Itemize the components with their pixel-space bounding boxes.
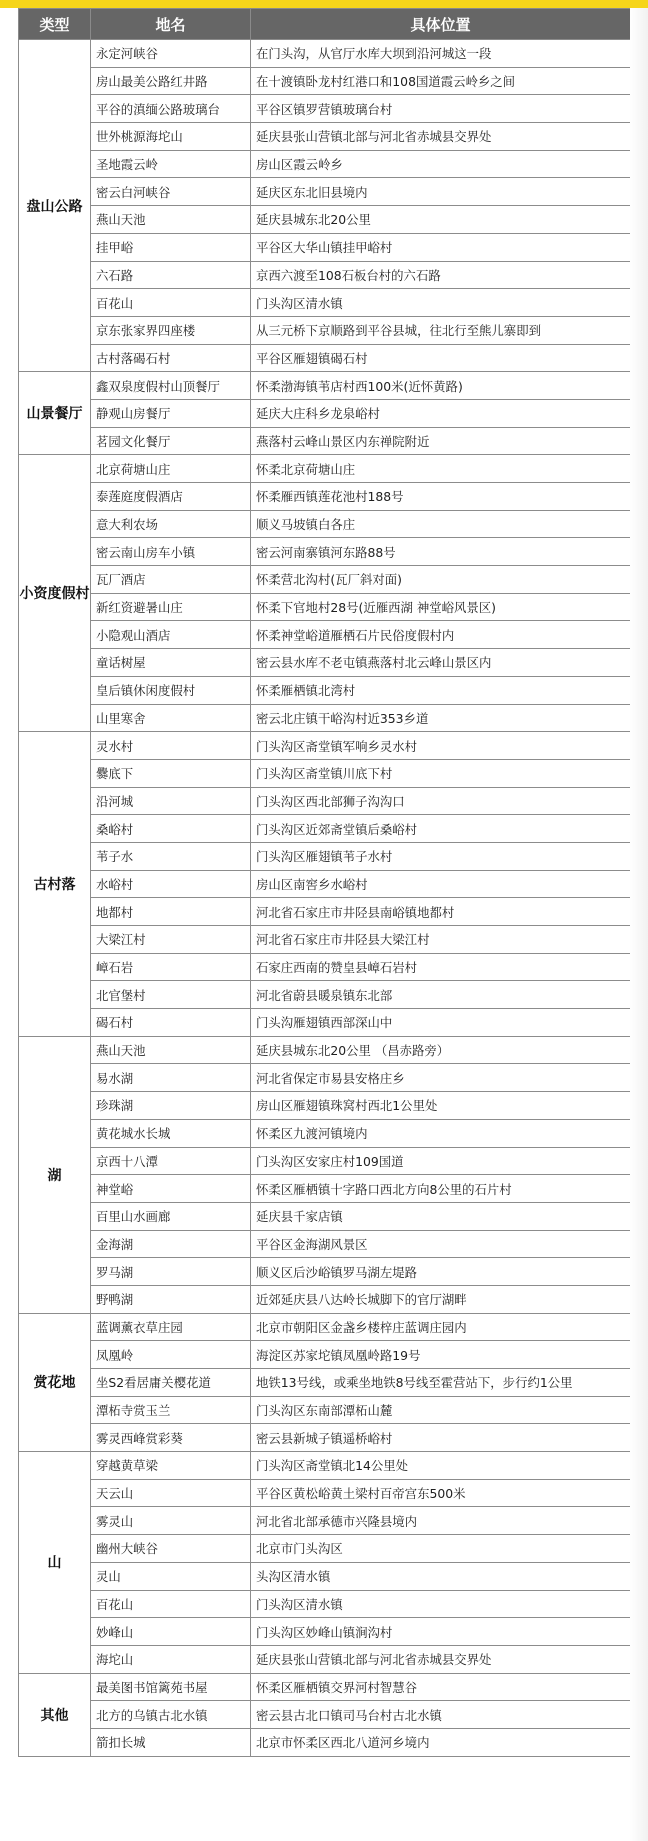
place-name-cell: 山里寒舍	[91, 704, 251, 732]
location-cell: 门头沟区妙峰山镇涧沟村	[251, 1618, 631, 1646]
table-row	[19, 1701, 631, 1729]
location-cell: 平谷区雁翅镇碣石村	[251, 344, 631, 372]
place-name-cell: 北京荷塘山庄	[91, 455, 251, 483]
place-name-cell: 小隐观山酒店	[91, 621, 251, 649]
place-name-cell: 嶂石岩	[91, 953, 251, 981]
location-cell: 北京市怀柔区西北八道河乡境内	[251, 1728, 631, 1756]
table-row	[19, 40, 631, 68]
table-row	[19, 1202, 631, 1230]
location-cell: 房山区霞云岭乡	[251, 150, 631, 178]
location-cell: 门头沟区清水镇	[251, 1590, 631, 1618]
place-name-cell: 沿河城	[91, 787, 251, 815]
location-cell: 头沟区清水镇	[251, 1562, 631, 1590]
location-cell: 怀柔下官地村28号(近雁西湖 神堂峪风景区)	[251, 593, 631, 621]
place-name-cell: 易水湖	[91, 1064, 251, 1092]
place-name-cell: 蓝调薰衣草庄园	[91, 1313, 251, 1341]
place-name-cell: 意大利农场	[91, 510, 251, 538]
table-row	[19, 953, 631, 981]
place-name-cell: 鑫双泉度假村山顶餐厅	[91, 372, 251, 400]
location-cell: 河北省石家庄市井陉县南峪镇地都村	[251, 898, 631, 926]
table-row	[19, 1119, 631, 1147]
place-name-cell: 世外桃源海坨山	[91, 123, 251, 151]
category-cell: 山	[19, 1452, 91, 1674]
table-row	[19, 510, 631, 538]
place-name-cell: 水峪村	[91, 870, 251, 898]
table-row	[19, 1452, 631, 1480]
location-cell: 门头沟区近郊斋堂镇后桑峪村	[251, 815, 631, 843]
location-cell: 门头沟区东南部潭柘山麓	[251, 1396, 631, 1424]
place-name-cell: 桑峪村	[91, 815, 251, 843]
table-row	[19, 1313, 631, 1341]
place-name-cell: 天云山	[91, 1479, 251, 1507]
right-edge-shade	[630, 8, 648, 1841]
place-name-cell: 坐S2看居庸关樱花道	[91, 1369, 251, 1397]
place-name-cell: 珍珠湖	[91, 1092, 251, 1120]
location-cell: 京西六渡至108石板台村的六石路	[251, 261, 631, 289]
location-cell: 怀柔雁栖镇北湾村	[251, 676, 631, 704]
table-row	[19, 261, 631, 289]
location-cell: 门头沟区斋堂镇北14公里处	[251, 1452, 631, 1480]
location-cell: 从三元桥下京顺路到平谷县城，往北行至熊儿寨即到	[251, 316, 631, 344]
table-row	[19, 289, 631, 317]
place-name-cell: 罗马湖	[91, 1258, 251, 1286]
location-cell: 房山区南窖乡水峪村	[251, 870, 631, 898]
table-row	[19, 704, 631, 732]
location-cell: 顺义马坡镇白各庄	[251, 510, 631, 538]
place-name-cell: 童话树屋	[91, 649, 251, 677]
table-row	[19, 1590, 631, 1618]
place-name-cell: 雾灵山	[91, 1507, 251, 1535]
place-name-cell: 瓦厂酒店	[91, 566, 251, 594]
table-row	[19, 898, 631, 926]
header-location: 具体位置	[251, 9, 631, 40]
table-row	[19, 1285, 631, 1313]
table-row	[19, 67, 631, 95]
place-name-cell: 野鸭湖	[91, 1285, 251, 1313]
location-cell: 北京市朝阳区金盏乡楼梓庄蓝调庄园内	[251, 1313, 631, 1341]
place-name-cell: 黄花城水长城	[91, 1119, 251, 1147]
table-row	[19, 1092, 631, 1120]
table-row	[19, 1064, 631, 1092]
place-name-cell: 泰莲庭度假酒店	[91, 483, 251, 511]
location-cell: 平谷区大华山镇挂甲峪村	[251, 233, 631, 261]
table-row	[19, 1036, 631, 1064]
table-row	[19, 1479, 631, 1507]
table-row	[19, 233, 631, 261]
location-cell: 在门头沟，从官厅水库大坝到沿河城这一段	[251, 40, 631, 68]
place-name-cell: 最美图书馆篱苑书屋	[91, 1673, 251, 1701]
location-cell: 平谷区金海湖风景区	[251, 1230, 631, 1258]
table-row	[19, 566, 631, 594]
location-cell: 门头沟区斋堂镇军响乡灵水村	[251, 732, 631, 760]
place-name-cell: 密云白河峡谷	[91, 178, 251, 206]
location-cell: 延庆县张山营镇北部与河北省赤城县交界处	[251, 1645, 631, 1673]
table-row	[19, 123, 631, 151]
location-cell: 门头沟雁翅镇西部深山中	[251, 1009, 631, 1037]
location-cell: 门头沟区清水镇	[251, 289, 631, 317]
table-body	[19, 40, 631, 1757]
place-name-cell: 幽州大峡谷	[91, 1535, 251, 1563]
place-name-cell: 六石路	[91, 261, 251, 289]
table-row	[19, 926, 631, 954]
location-cell: 密云北庄镇干峪沟村近353乡道	[251, 704, 631, 732]
place-name-cell: 神堂峪	[91, 1175, 251, 1203]
location-cell: 门头沟区雁翅镇苇子水村	[251, 842, 631, 870]
place-name-cell: 百花山	[91, 1590, 251, 1618]
table-header-row	[19, 9, 631, 40]
category-cell: 小资度假村	[19, 455, 91, 732]
place-name-cell: 凤凰岭	[91, 1341, 251, 1369]
table-row	[19, 870, 631, 898]
location-cell: 延庆县张山营镇北部与河北省赤城县交界处	[251, 123, 631, 151]
place-name-cell: 碣石村	[91, 1009, 251, 1037]
table-row	[19, 787, 631, 815]
place-name-cell: 箭扣长城	[91, 1728, 251, 1756]
place-name-cell: 静观山房餐厅	[91, 399, 251, 427]
table-row	[19, 427, 631, 455]
place-name-cell: 潭柘寺赏玉兰	[91, 1396, 251, 1424]
location-cell: 地铁13号线，或乘坐地铁8号线至霍营站下，步行约1公里	[251, 1369, 631, 1397]
category-cell: 其他	[19, 1673, 91, 1756]
place-name-cell: 百花山	[91, 289, 251, 317]
place-name-cell: 爨底下	[91, 759, 251, 787]
table-row	[19, 206, 631, 234]
location-cell: 平谷区镇罗营镇玻璃台村	[251, 95, 631, 123]
table-row	[19, 1562, 631, 1590]
table-row	[19, 1618, 631, 1646]
location-cell: 门头沟区西北部狮子沟沟口	[251, 787, 631, 815]
table-row	[19, 344, 631, 372]
place-name-cell: 古村落碣石村	[91, 344, 251, 372]
table-row	[19, 1645, 631, 1673]
table-row	[19, 621, 631, 649]
location-cell: 延庆县城东北20公里	[251, 206, 631, 234]
place-name-cell: 圣地霞云岭	[91, 150, 251, 178]
place-name-cell: 房山最美公路红井路	[91, 67, 251, 95]
location-cell: 在十渡镇卧龙村红港口和108国道霞云岭乡之间	[251, 67, 631, 95]
table-row	[19, 455, 631, 483]
place-name-cell: 密云南山房车小镇	[91, 538, 251, 566]
location-cell: 顺义区后沙峪镇罗马湖左堤路	[251, 1258, 631, 1286]
location-cell: 燕落村云峰山景区内东禅院附近	[251, 427, 631, 455]
table-row	[19, 593, 631, 621]
location-cell: 怀柔渤海镇苇店村西100米(近怀黄路)	[251, 372, 631, 400]
location-cell: 怀柔区雁栖镇十字路口西北方向8公里的石片村	[251, 1175, 631, 1203]
place-name-cell: 北方的乌镇古北水镇	[91, 1701, 251, 1729]
location-cell: 怀柔区雁栖镇交界河村智慧谷	[251, 1673, 631, 1701]
location-cell: 密云县水库不老屯镇燕落村北云峰山景区内	[251, 649, 631, 677]
place-name-cell: 灵水村	[91, 732, 251, 760]
place-name-cell: 平谷的滇缅公路玻璃台	[91, 95, 251, 123]
table-row	[19, 372, 631, 400]
location-cell: 怀柔营北沟村(瓦厂斜对面)	[251, 566, 631, 594]
category-cell: 湖	[19, 1036, 91, 1313]
header-type: 类型	[19, 9, 91, 40]
table-row	[19, 1424, 631, 1452]
place-name-cell: 雾灵西峰赏彩葵	[91, 1424, 251, 1452]
location-cell: 延庆区东北旧县境内	[251, 178, 631, 206]
location-cell: 怀柔北京荷塘山庄	[251, 455, 631, 483]
category-cell: 盘山公路	[19, 40, 91, 372]
location-cell: 平谷区黄松峪黄土梁村百帝宫东500米	[251, 1479, 631, 1507]
header-name: 地名	[91, 9, 251, 40]
place-name-cell: 皇后镇休闲度假村	[91, 676, 251, 704]
location-cell: 密云县新城子镇遥桥峪村	[251, 1424, 631, 1452]
location-cell: 房山区雁翅镇珠窝村西北1公里处	[251, 1092, 631, 1120]
table-row	[19, 95, 631, 123]
place-name-cell: 京西十八潭	[91, 1147, 251, 1175]
table-row	[19, 1175, 631, 1203]
place-name-cell: 穿越黄草梁	[91, 1452, 251, 1480]
table-row	[19, 1341, 631, 1369]
table-row	[19, 1369, 631, 1397]
location-cell: 石家庄西南的赞皇县嶂石岩村	[251, 953, 631, 981]
table-row	[19, 676, 631, 704]
place-name-cell: 京东张家界四座楼	[91, 316, 251, 344]
table-row	[19, 1535, 631, 1563]
place-name-cell: 大梁江村	[91, 926, 251, 954]
category-cell: 赏花地	[19, 1313, 91, 1451]
place-name-cell: 挂甲峪	[91, 233, 251, 261]
category-cell: 山景餐厅	[19, 372, 91, 455]
table-row	[19, 399, 631, 427]
location-cell: 近郊延庆县八达岭长城脚下的官厅湖畔	[251, 1285, 631, 1313]
place-name-cell: 永定河峡谷	[91, 40, 251, 68]
table-row	[19, 759, 631, 787]
location-cell: 河北省北部承德市兴隆县境内	[251, 1507, 631, 1535]
place-name-cell: 灵山	[91, 1562, 251, 1590]
table-row	[19, 1147, 631, 1175]
table-row	[19, 178, 631, 206]
location-cell: 河北省蔚县暖泉镇东北部	[251, 981, 631, 1009]
place-name-cell: 金海湖	[91, 1230, 251, 1258]
location-cell: 延庆大庄科乡龙泉峪村	[251, 399, 631, 427]
table-row	[19, 732, 631, 760]
table-row	[19, 1728, 631, 1756]
location-cell: 延庆县城东北20公里 （昌赤路旁）	[251, 1036, 631, 1064]
table-row	[19, 1673, 631, 1701]
table-row	[19, 1258, 631, 1286]
table-row	[19, 483, 631, 511]
location-cell: 延庆县千家店镇	[251, 1202, 631, 1230]
place-name-cell: 海坨山	[91, 1645, 251, 1673]
place-name-cell: 茗园文化餐厅	[91, 427, 251, 455]
location-cell: 怀柔神堂峪道雁栖石片民俗度假村内	[251, 621, 631, 649]
location-table	[18, 8, 631, 1757]
table-row	[19, 1009, 631, 1037]
table-row	[19, 1507, 631, 1535]
location-cell: 怀柔区九渡河镇境内	[251, 1119, 631, 1147]
place-name-cell: 北官堡村	[91, 981, 251, 1009]
top-accent-bar	[0, 0, 648, 8]
table-row	[19, 842, 631, 870]
table-row	[19, 649, 631, 677]
location-cell: 密云县古北口镇司马台村古北水镇	[251, 1701, 631, 1729]
location-cell: 河北省保定市易县安格庄乡	[251, 1064, 631, 1092]
location-cell: 门头沟区斋堂镇川底下村	[251, 759, 631, 787]
place-name-cell: 苇子水	[91, 842, 251, 870]
location-cell: 河北省石家庄市井陉县大梁江村	[251, 926, 631, 954]
place-name-cell: 地都村	[91, 898, 251, 926]
place-name-cell: 新红资避暑山庄	[91, 593, 251, 621]
location-cell: 门头沟区安家庄村109国道	[251, 1147, 631, 1175]
place-name-cell: 百里山水画廊	[91, 1202, 251, 1230]
location-cell: 海淀区苏家坨镇凤凰岭路19号	[251, 1341, 631, 1369]
location-cell: 怀柔雁西镇莲花池村188号	[251, 483, 631, 511]
table-row	[19, 150, 631, 178]
location-cell: 密云河南寨镇河东路88号	[251, 538, 631, 566]
table-row	[19, 815, 631, 843]
place-name-cell: 燕山天池	[91, 1036, 251, 1064]
place-name-cell: 妙峰山	[91, 1618, 251, 1646]
table-row	[19, 1230, 631, 1258]
place-name-cell: 燕山天池	[91, 206, 251, 234]
table-row	[19, 538, 631, 566]
table-row	[19, 316, 631, 344]
table-row	[19, 1396, 631, 1424]
category-cell: 古村落	[19, 732, 91, 1037]
location-cell: 北京市门头沟区	[251, 1535, 631, 1563]
table-row	[19, 981, 631, 1009]
